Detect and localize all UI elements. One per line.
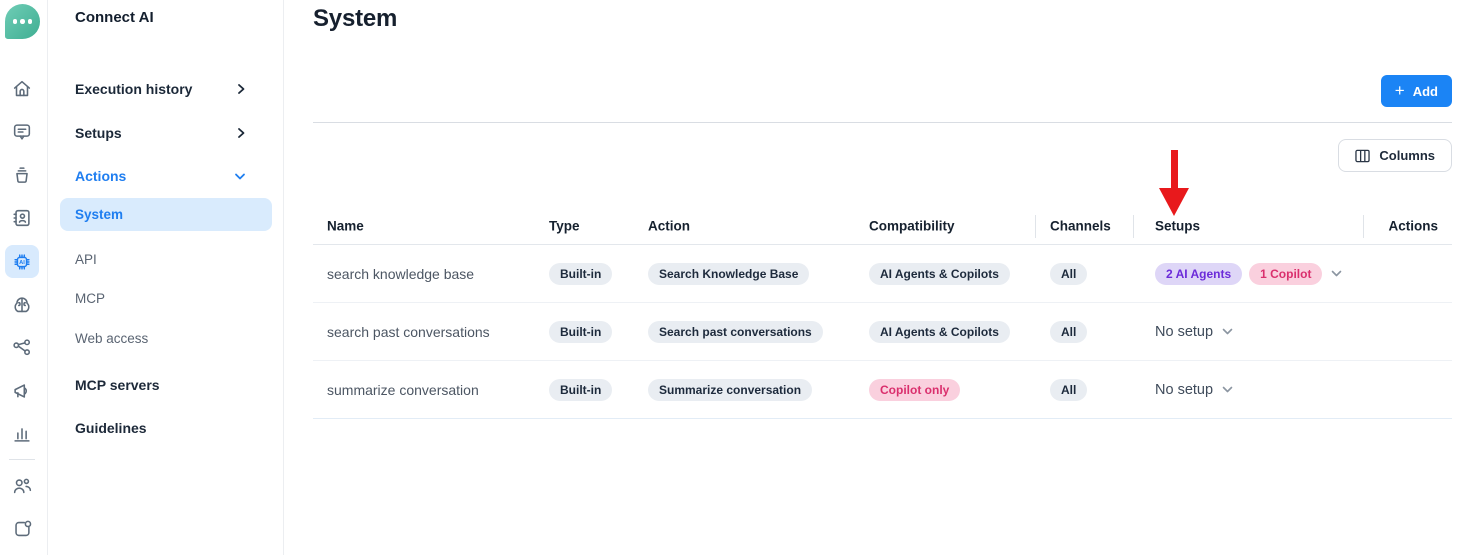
- header-actions: Actions: [1388, 218, 1438, 234]
- sidebar-item-actions[interactable]: Actions: [75, 165, 273, 187]
- setups-dropdown[interactable]: [1155, 324, 1233, 340]
- no-setup-label: No setup: [1155, 323, 1214, 340]
- add-button[interactable]: + Add: [1381, 75, 1452, 107]
- compatibility-badge: AI Agents & Copilots: [869, 263, 1010, 285]
- plus-icon: +: [1394, 81, 1405, 100]
- header-action: Action: [648, 218, 690, 234]
- type-badge: Built-in: [549, 379, 612, 401]
- chat-icon[interactable]: [11, 121, 33, 143]
- compatibility-badge: AI Agents & Copilots: [869, 321, 1010, 343]
- bar-chart-icon[interactable]: [11, 423, 33, 445]
- chevron-down-icon: [1331, 270, 1342, 277]
- team-icon[interactable]: [11, 475, 33, 497]
- header-divider: [313, 122, 1452, 123]
- type-badge: Built-in: [549, 263, 612, 285]
- header-compatibility: Compatibility: [869, 218, 955, 234]
- nodes-icon[interactable]: [11, 337, 33, 359]
- no-setup-label: No setup: [1155, 381, 1214, 398]
- chevron-right-icon: [236, 127, 246, 139]
- svg-text:AI: AI: [19, 259, 25, 266]
- setups-copilot-badge: 1 Copilot: [1249, 263, 1322, 285]
- ai-chip-icon[interactable]: [5, 245, 39, 278]
- setups-dropdown[interactable]: [1155, 263, 1342, 285]
- header-type: Type: [549, 218, 580, 234]
- header-name: Name: [327, 218, 364, 234]
- column-separator: [1363, 215, 1364, 238]
- sidebar-item-system-selected[interactable]: System: [60, 198, 272, 231]
- table-row: [313, 245, 1452, 303]
- inbox-stack-icon[interactable]: [11, 164, 33, 186]
- columns-button[interactable]: Columns: [1338, 139, 1452, 172]
- header-channels: Channels: [1050, 218, 1111, 234]
- row-name: search knowledge base: [327, 265, 475, 282]
- app-logo-chat-bubble-icon: [5, 4, 40, 39]
- sidebar-item-guidelines[interactable]: Guidelines: [75, 420, 147, 436]
- main-content: [284, 0, 1470, 555]
- setups-ai-agents-badge: 2 AI Agents: [1155, 263, 1242, 285]
- compatibility-badge: Copilot only: [869, 379, 960, 401]
- megaphone-icon[interactable]: [11, 380, 33, 402]
- sidebar-item-mcp[interactable]: MCP: [75, 290, 105, 306]
- chevron-down-icon: [1222, 386, 1233, 393]
- chevron-right-icon: [236, 83, 246, 95]
- header-setups: Setups: [1155, 218, 1201, 234]
- channels-badge: All: [1050, 379, 1087, 401]
- rail-divider: [9, 459, 35, 460]
- setups-dropdown[interactable]: [1155, 382, 1233, 398]
- action-badge: Search Knowledge Base: [648, 263, 809, 285]
- action-badge: Search past conversations: [648, 321, 823, 343]
- sidebar-item-api[interactable]: API: [75, 251, 97, 267]
- chevron-down-icon: [1222, 328, 1233, 335]
- channels-badge: All: [1050, 263, 1087, 285]
- home-icon[interactable]: [11, 78, 33, 100]
- sidebar-item-web-access[interactable]: Web access: [75, 330, 149, 346]
- row-name: search past conversations: [327, 323, 490, 340]
- page-title: System: [313, 5, 398, 32]
- brain-icon[interactable]: [11, 294, 33, 316]
- columns-icon: [1355, 149, 1370, 163]
- actions-table: [313, 208, 1452, 419]
- sidebar-item-setups[interactable]: Setups: [75, 122, 273, 144]
- table-row: [313, 361, 1452, 419]
- table-row: [313, 303, 1452, 361]
- column-separator: [1133, 215, 1134, 238]
- icon-rail: [0, 0, 48, 555]
- sidebar: [48, 0, 284, 555]
- table-header-row: [313, 208, 1452, 245]
- contact-card-icon[interactable]: [11, 207, 33, 229]
- sidebar-item-execution-history[interactable]: Execution history: [75, 78, 273, 100]
- action-badge: Summarize conversation: [648, 379, 812, 401]
- chevron-down-icon: [234, 171, 246, 181]
- brand-title: Connect AI: [75, 9, 154, 26]
- window-badge-icon[interactable]: [11, 518, 33, 540]
- row-name: summarize conversation: [327, 381, 479, 398]
- column-separator: [1035, 215, 1036, 238]
- channels-badge: All: [1050, 321, 1087, 343]
- type-badge: Built-in: [549, 321, 612, 343]
- sidebar-item-mcp-servers[interactable]: MCP servers: [75, 377, 160, 393]
